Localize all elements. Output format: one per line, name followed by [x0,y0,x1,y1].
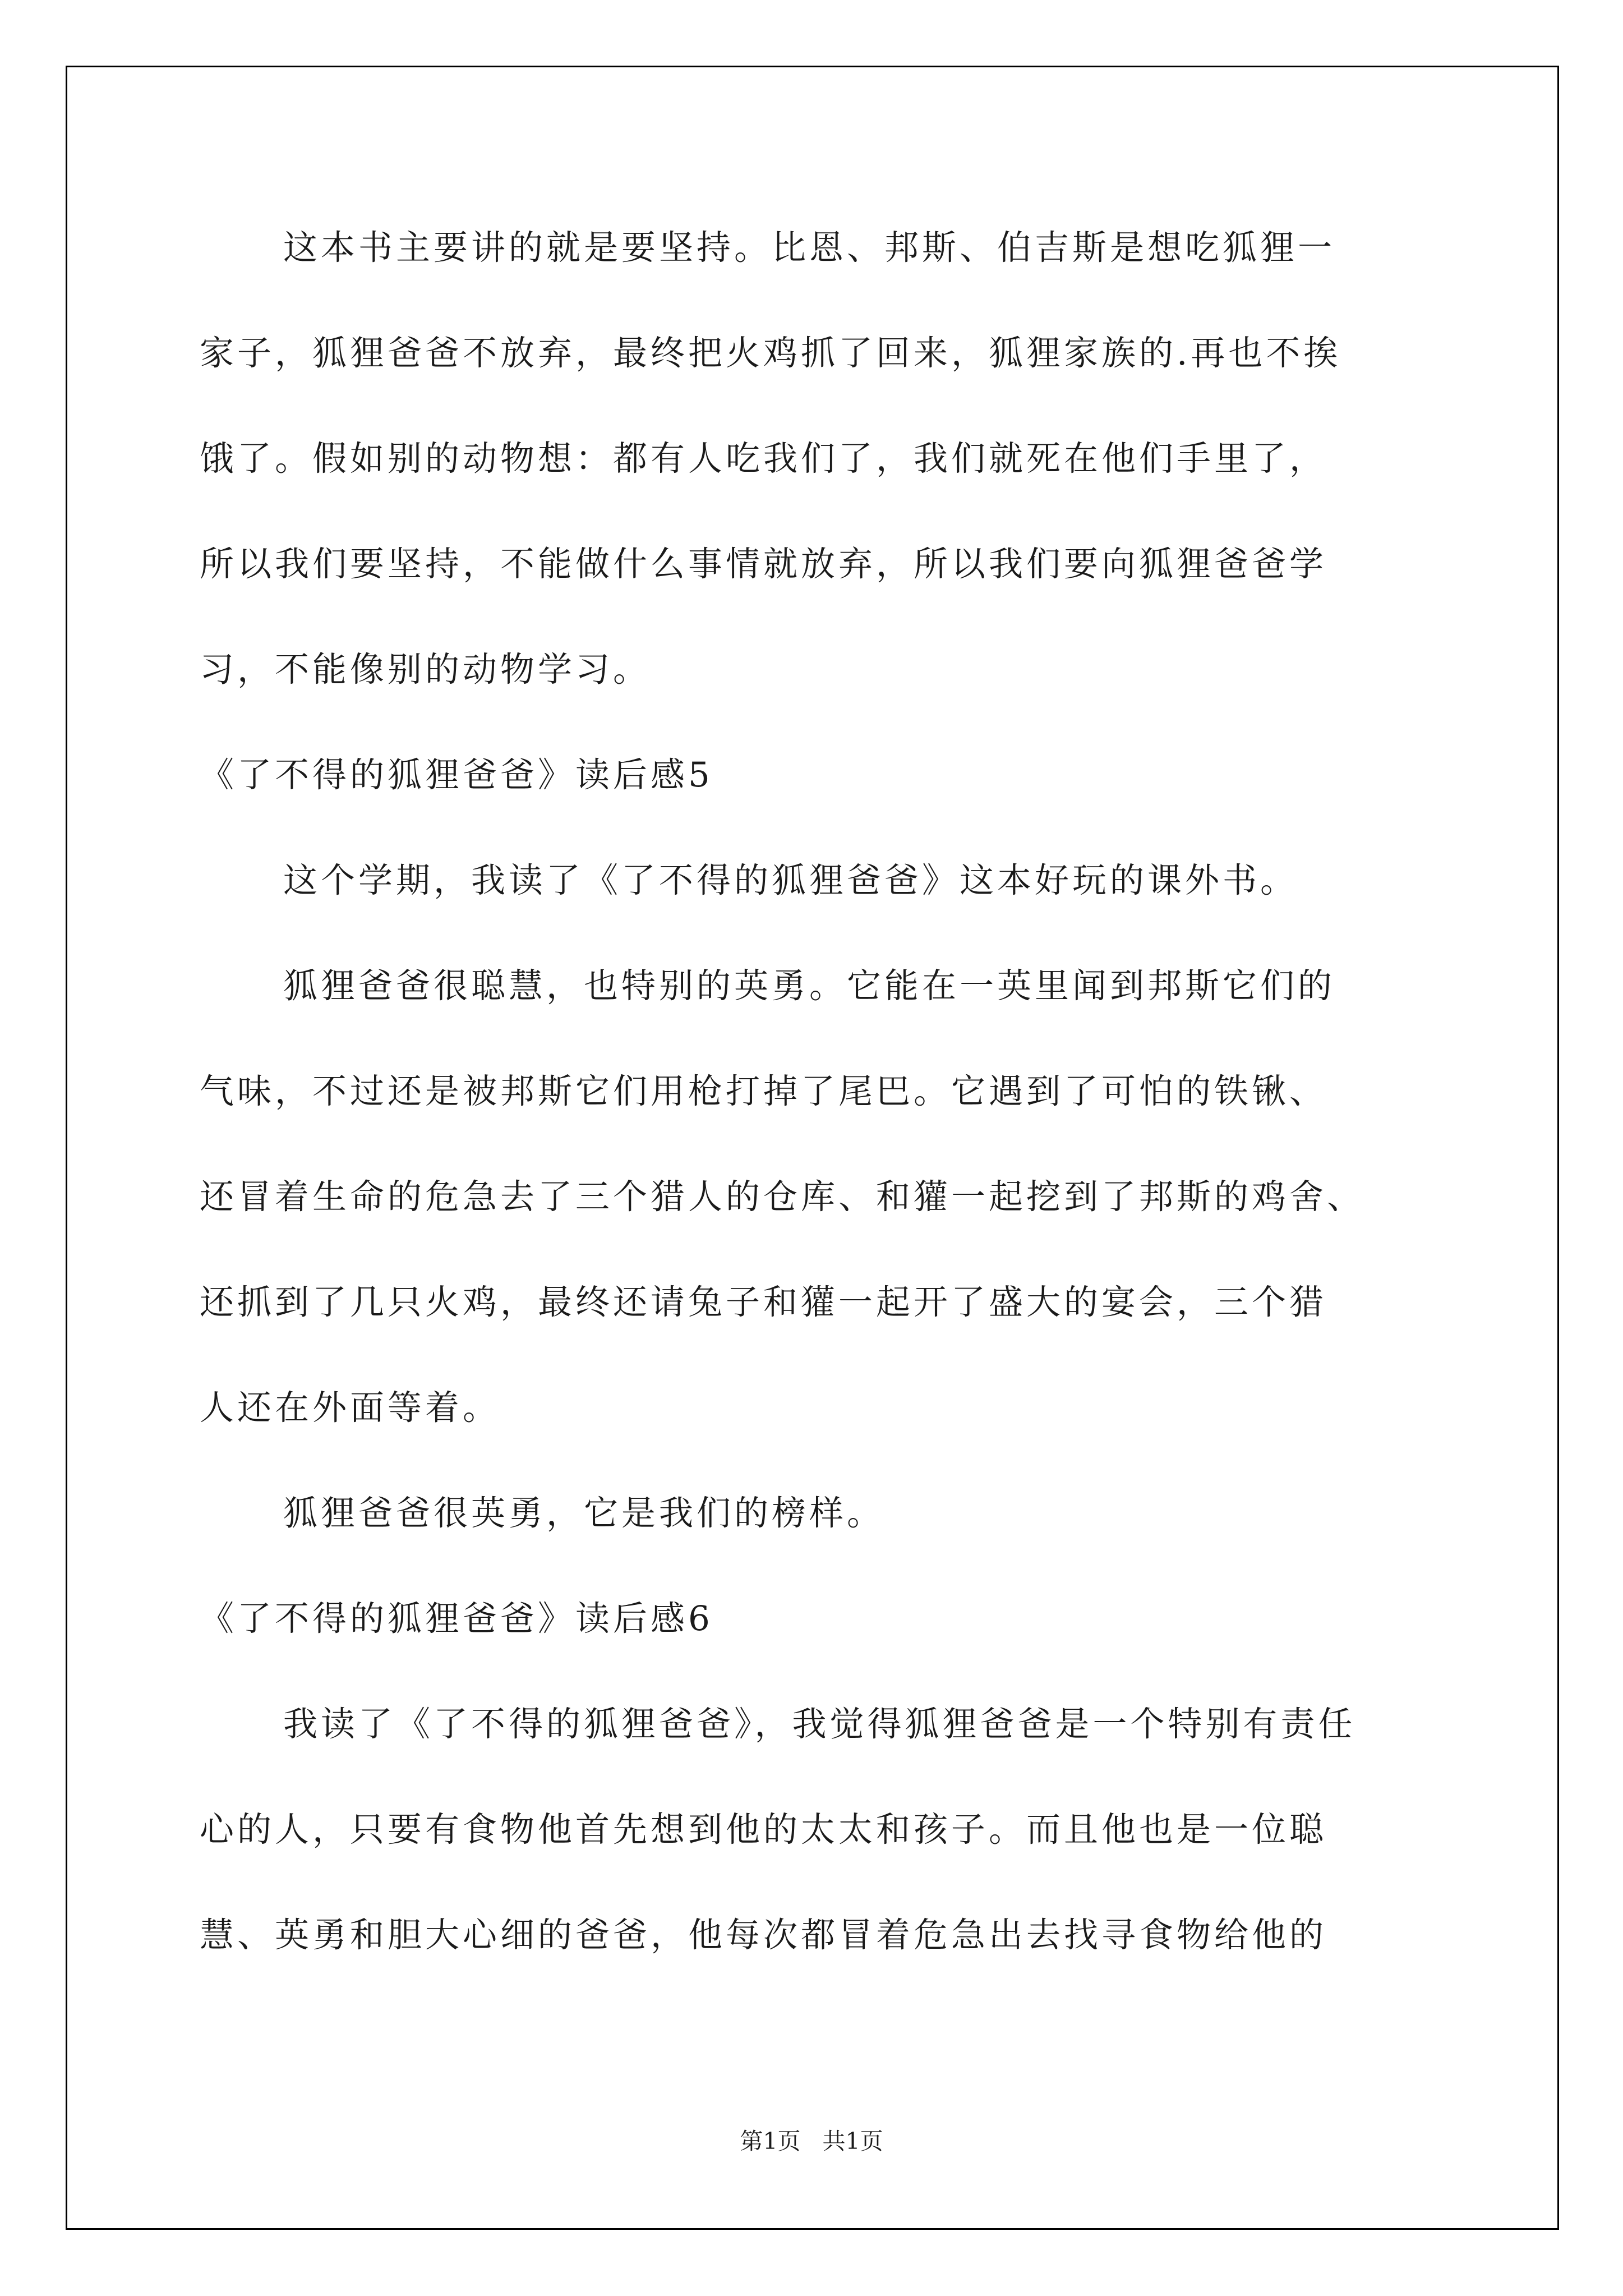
paragraph-line: 我读了《了不得的狐狸爸爸》，我觉得狐狸爸爸是一个特别有责任 [283,1704,1356,1744]
paragraph-line: 习，不能像别的动物学习。 [200,650,651,689]
paragraph-line: 家子，狐狸爸爸不放弃，最终把火鸡抓了回来，狐狸家族的.再也不挨 [200,333,1341,373]
paragraph-line: 还冒着生命的危急去了三个猎人的仓库、和獾一起挖到了邦斯的鸡舍、 [200,1177,1365,1217]
page-footer: 第1页 共1页 [740,2128,883,2155]
section-heading: 《了不得的狐狸爸爸》读后感6 [200,1599,713,1639]
paragraph-line: 狐狸爸爸很英勇，它是我们的榜样。 [283,1493,885,1533]
page-border [66,66,1559,2230]
paragraph-line: 慧、英勇和胆大心细的爸爸，他每次都冒着危急出去找寻食物给他的 [200,1915,1327,1955]
paragraph-line: 所以我们要坚持，不能做什么事情就放弃，所以我们要向狐狸爸爸学 [200,544,1327,584]
paragraph-line: 心的人，只要有食物他首先想到他的太太和孩子。而且他也是一位聪 [200,1810,1327,1849]
paragraph-line: 还抓到了几只火鸡，最终还请兔子和獾一起开了盛大的宴会，三个猎 [200,1282,1327,1322]
paragraph-line: 这个学期，我读了《了不得的狐狸爸爸》这本好玩的课外书。 [283,861,1298,900]
paragraph-line: 这本书主要讲的就是要坚持。比恩、邦斯、伯吉斯是想吃狐狸一 [283,228,1336,268]
paragraph-line: 人还在外面等着。 [200,1388,501,1428]
paragraph-line: 气味，不过还是被邦斯它们用枪打掉了尾巴。它遇到了可怕的铁锹、 [200,1071,1327,1111]
paragraph-line: 狐狸爸爸很聪慧，也特别的英勇。它能在一英里闻到邦斯它们的 [283,966,1336,1006]
section-heading: 《了不得的狐狸爸爸》读后感5 [200,755,713,795]
paragraph-line: 饿了。假如别的动物想：都有人吃我们了，我们就死在他们手里了， [200,439,1327,478]
